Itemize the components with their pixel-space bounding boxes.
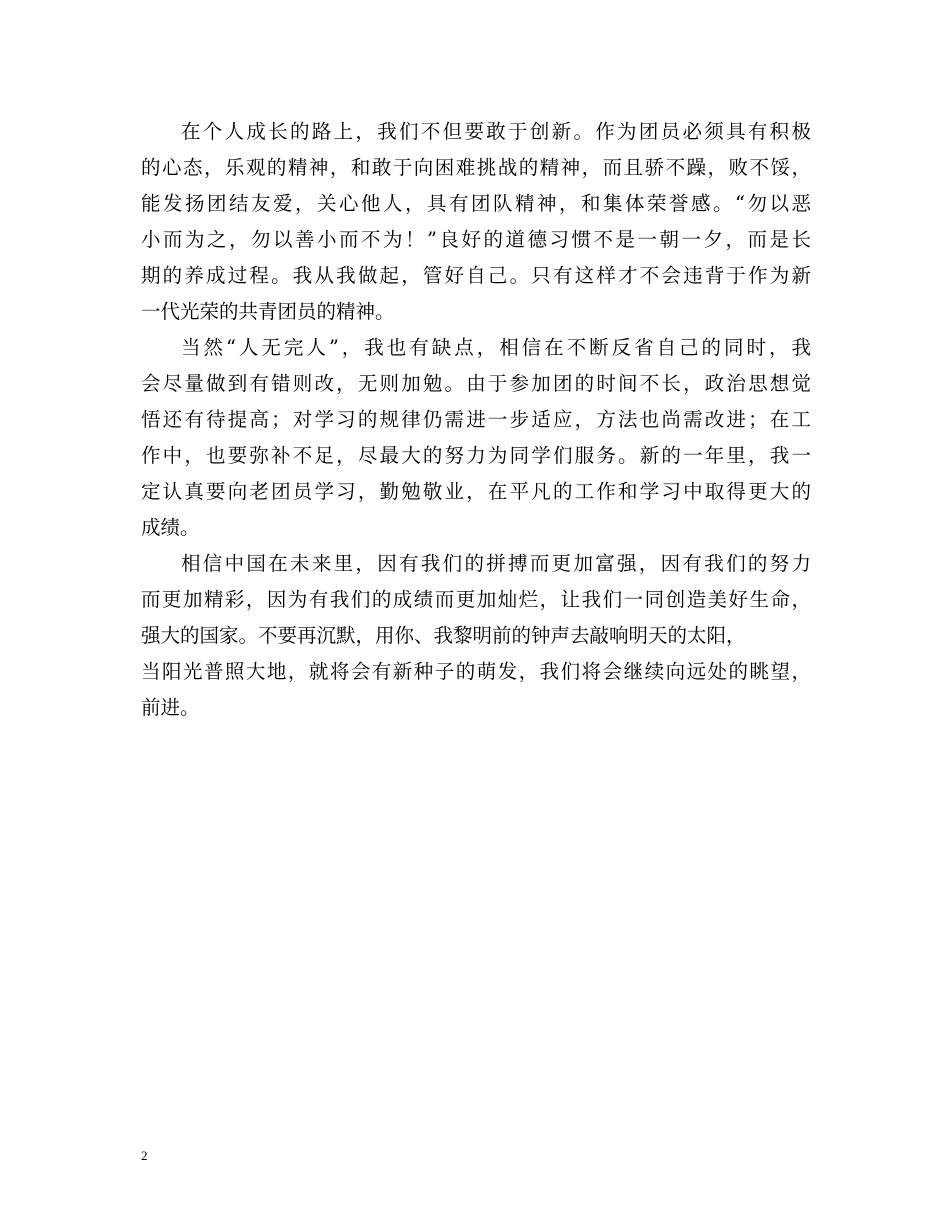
text-line: 小而为之，勿以善小而不为！”良好的道德习惯不是一朝一夕，而是长 <box>141 228 811 251</box>
text-line: 能发扬团结友爱，关心他人，具有团队精神，和集体荣誉感。“勿以恶 <box>141 192 811 215</box>
text-line: 当然“人无完人”，我也有缺点，相信在不断反省自己的同时，我 <box>181 336 811 359</box>
text-line: 定认真要向老团员学习，勤勉敬业，在平凡的工作和学习中取得更大的 <box>141 480 811 503</box>
text-line: 期的养成过程。我从我做起，管好自己。只有这样才不会违背于作为新 <box>141 264 811 287</box>
text-line: 一代光荣的共青团员的精神。 <box>141 300 395 323</box>
text-line: 在个人成长的路上，我们不但要敢于创新。作为团员必须具有积极 <box>181 120 811 143</box>
text-line: 当阳光普照大地，就将会有新种子的萌发，我们将会继续向远处的眺望， <box>141 660 811 683</box>
text-line: 强大的国家。不要再沉默，用你、我黎明前的钟声去敲响明天的太阳， <box>141 624 746 647</box>
text-line: 相信中国在未来里，因有我们的拼搏而更加富强，因有我们的努力 <box>181 552 811 575</box>
text-line: 的心态，乐观的精神，和敢于向困难挑战的精神，而且骄不躁，败不馁， <box>141 156 811 179</box>
paragraph <box>141 114 811 330</box>
text-line: 悟还有待提高；对学习的规律仍需进一步适应，方法也尚需改进；在工 <box>141 408 811 431</box>
text-line: 会尽量做到有错则改，无则加勉。由于参加团的时间不长，政治思想觉 <box>141 372 811 395</box>
text-line: 而更加精彩，因为有我们的成绩而更加灿烂，让我们一同创造美好生命， <box>141 588 811 611</box>
body-text <box>141 114 811 726</box>
paragraph <box>141 330 811 546</box>
text-line: 前进。 <box>141 696 200 719</box>
text-line: 成绩。 <box>141 516 200 539</box>
page-number: 2 <box>141 1148 148 1163</box>
text-line: 作中，也要弥补不足，尽最大的努力为同学们服务。新的一年里，我一 <box>141 444 811 467</box>
paragraph <box>141 546 811 726</box>
